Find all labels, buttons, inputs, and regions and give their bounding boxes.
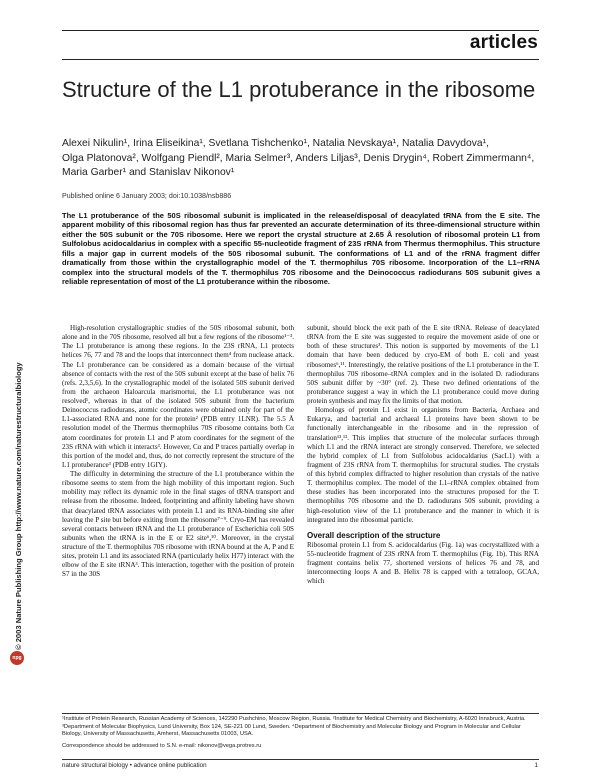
npg-logo-icon: npg	[10, 651, 24, 665]
body-paragraph: High-resolution crystallographic studies of the 50S ribosomal subunit, both alone and in the 70S ribosome, resolved all but a few regions of the ribosome¹⁻³. The L1 protuberance is among these regions. In the 23S rRNA, L1 protects helices 76, 77 and 78 and the loops that interconnect them⁴ from nuclease attack. The L1 protuberance can be considered as a domain because of the virtual absence of contacts with the rest of the 50S subunit except at the base of helix 76 (refs. 2,3,5,6). In the crystallographic model of the isolated 50S subunit derived from the archaeon Haloarcula marismortui, the L1 protuberance was not resolved¹, whereas in that of the isolated 50S subunit from the bacterium Deinococcus radiodurans, atomic coordinates were obtained only for part of the L1-associated RNA and none for the protein² (PDB entry 1LNR). The 5.5 Å resolution model of the Thermus thermophilus 70S ribosome contains both Cα atom coordinates for protein L1 and P atom coordinates for the segment of the 23S rRNA with which it interacts³. However, Cα and P traces partially overlap in this portion of the model and, thus, do not correctly represent the structure of the L1 protuberance³ (PDB entry 1GIY).	[62, 324, 294, 469]
section-heading: articles	[469, 32, 538, 53]
body-paragraph: The difficulty in determining the structure of the L1 protuberance within the ribosome seems to stem from the high mobility of this important region. Such mobility may reflect its dynamic role in the final stages of tRNA transport and release from the ribosome. Indeed, footprinting and affinity labeling have shown that deacylated tRNA associates with protein L1 and its RNA-binding site after leaving the P site but before exiting from the ribosome⁷⁻⁹. Cryo-EM has revealed several contacts between tRNA and the L1 protuberance of Escherichia coli 50S subunits when the tRNA is in the E or E2 site⁶,¹⁰. Moreover, in the crystal structure of the T. thermophilus 70S ribosome with tRNA bound at the A, P and E sites, protein L1 and its associated RNA (particularly helix H77) interact with the elbow of the E site tRNA³. This interaction, together with the position of protein S7 in the 30S	[62, 470, 294, 579]
article-title: Structure of the L1 protuberance in the ribosome	[62, 77, 536, 102]
abstract: The L1 protuberance of the 50S ribosomal subunit is implicated in the release/disposal of deacylated tRNA from the E site. The apparent mobility of this ribosomal region has thus far prevented an accurate determination of its three-dimensional structure within either the 50S subunit or the 70S ribosome. Here we report the crystal structure at 2.65 Å resolution of ribosomal protein L1 from Sulfolobus acidocaldarius in complex with a specific 55-nucleotide fragment of 23S rRNA from Thermus thermophilus. This structure fills a major gap in current models of the 50S ribosomal subunit. The conformations of L1 and of the rRNA fragment differ dramatically from those within the crystallographic model of the T. thermophilus 70S ribosome. Incorporation of the L1–rRNA complex into the structural models of the T. thermophilus 70S ribosome and the Deinococcus radiodurans 50S subunit gives a reliable representation of most of the L1 protuberance within the ribosome.	[62, 211, 540, 287]
body-paragraph: Homologs of protein L1 exist in organisms from Bacteria, Archaea and Eukarya, and bacterial and archaeal L1 proteins have been shown to be functionally interchangeable in the ribosome and in the repression of translation¹²,¹³. This implies that structure of the molecular surfaces through which L1 and the rRNA interact are strongly conserved. Therefore, we selected the hybrid complex of L1 from Sulfolobus acidocaldarius (SacL1) with a fragment of 23S rRNA from T. thermophilus for structural studies. The crystals of this hybrid complex diffracted to higher resolution than crystals of the native T. thermophilus complex. The model of the L1–rRNA complex obtained from these studies has been incorporated into the structures proposed for the T. thermophilus 70S ribosome and the D. radiodurans 50S subunit, providing a high-resolution view of the L1 protuberance and the manner in which it is integrated into the ribosomal particle.	[307, 406, 539, 524]
author-line: Alexei Nikulin¹, Irina Eliseikina¹, Svetlana Tishchenko¹, Natalia Nevskaya¹, Natalia Davydova¹,	[62, 138, 489, 149]
publication-info: Published online 6 January 2003; doi:10.1038/nsb886	[62, 192, 232, 200]
body-paragraph: Ribosomal protein L1 from S. acidocaldarius (Fig. 1a) was cocrystallized with a 55-nucleotide fragment of 23S rRNA from T. thermophilus (Fig. 1b). This RNA fragment contains helix 77, shortened versions of helices 76 and 78, and interconnecting loops A and B. Helix 78 is capped with a tetraloop, GCAA, which	[307, 540, 539, 586]
affiliations-footnote: ¹Institute of Protein Research, Russian Academy of Sciences, 142290 Pushchino, Moscow Region, Russia. ²Institute for Medical Chemistry and Biochemistry, A-6020 Innsbruck, Austria. ³Department of Molecular Biophysics, Lund University, Box 124, SE-221 00 Lund, Sweden. ⁴Department of Biochemistry and Molecular Biology and Program in Molecular and Cellular Biology, University of Massachusetts, Amherst, Massachusetts 01003, USA.	[62, 716, 526, 737]
footer-rule	[62, 759, 539, 760]
header-rule	[62, 30, 539, 31]
correspondence-note: Correspondence should be addressed to S.N. e-mail: nikonov@vega.protres.ru	[62, 743, 262, 749]
author-line: Maria Garber¹ and Stanislav Nikonov¹	[62, 167, 235, 179]
body-column-right	[307, 324, 539, 587]
page-number: 1	[534, 762, 538, 769]
journal-footer: nature structural biology • advance online publication	[62, 762, 207, 769]
copyright-sidebar: © 2003 Nature Publishing Group http://www.nature.com/naturestructuralbiology	[14, 362, 23, 650]
subsection-heading: Overall description of the structure	[307, 530, 441, 540]
author-list	[62, 137, 540, 181]
body-column-left	[62, 324, 294, 580]
body-paragraph: subunit, should block the exit path of the E site tRNA. Release of deacylated tRNA from the E site was suggested to require the movement aside of one or both of these structures³. This notion is supported by movements of the L1 domain that have been deduced by cryo-EM of both E. coli and yeast ribosomes⁶,¹¹. Interestingly, the relative positions of the L1 protuberance in the T. thermophilus 70S ribosome–tRNA complex and in the isolated D. radiodurans 50S subunit differ by ~30° (ref. 2). These two defined orientations of the protuberance suggest a way in which the L1 protuberance could move during protein synthesis and may fix the limits of that motion.	[307, 324, 539, 405]
author-line: Olga Platonova², Wolfgang Piendl², Maria Selmer³, Anders Liljas³, Denis Drygin⁴, Robert Zimmermann⁴,	[62, 152, 535, 164]
header-rule-bottom	[62, 59, 539, 60]
footnote-rule	[62, 713, 539, 714]
